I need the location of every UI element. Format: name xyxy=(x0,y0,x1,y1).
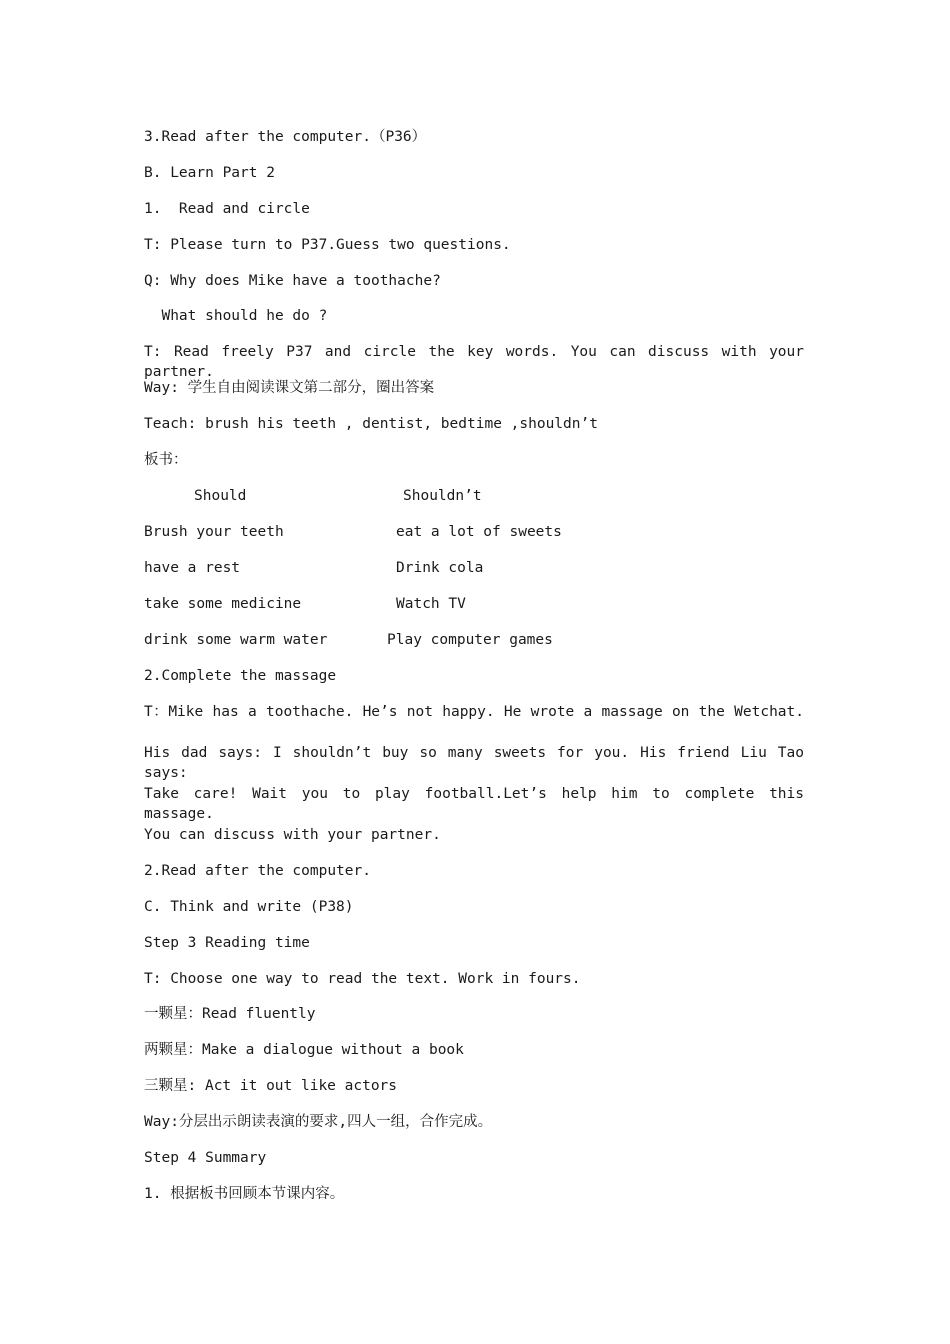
board-should-item: take some medicine xyxy=(144,596,302,612)
board-should-item: Brush your teeth xyxy=(144,524,284,540)
text-line: What should he do ? xyxy=(144,308,328,324)
text-line: Take care! Wait you to play football.Let’s help him to complete this massage. xyxy=(144,786,804,822)
text-line: You can discuss with your partner. xyxy=(144,827,441,843)
text-line: Way: 学生自由阅读课文第二部分，圈出答案 xyxy=(144,380,435,396)
text-line: Way:分层出示朗读表演的要求,四人一组，合作完成。 xyxy=(144,1114,493,1130)
text-line: T：Mike has a toothache. He’s not happy. He wrote a massage on the Wetchat. xyxy=(144,704,804,720)
text-line: Teach: brush his teeth , dentist, bedtime ,shouldn’t xyxy=(144,416,598,432)
section-heading: B. Learn Part 2 xyxy=(144,165,275,181)
text-line: 2.Read after the computer. xyxy=(144,863,371,879)
text-line: Q: Why does Mike have a toothache? xyxy=(144,273,441,289)
text-line: 三颗星: Act it out like actors xyxy=(144,1078,398,1094)
text-line: 3.Read after the computer.（P36） xyxy=(144,129,427,145)
board-should-item: drink some warm water xyxy=(144,632,328,648)
section-heading: Step 4 Summary xyxy=(144,1150,267,1166)
board-header-should: Should xyxy=(194,488,247,504)
text-line: 1. 根据板书回顾本节课内容。 xyxy=(144,1186,345,1202)
board-shouldnt-item: eat a lot of sweets xyxy=(396,524,562,540)
text-line: 一颗星：Read fluently xyxy=(144,1006,316,1022)
section-heading: C. Think and write (P38) xyxy=(144,899,354,915)
board-header-shouldnt: Shouldn’t xyxy=(403,488,482,504)
board-shouldnt-item: Play computer games xyxy=(387,632,553,648)
board-shouldnt-item: Watch TV xyxy=(396,596,466,612)
text-line: 1. Read and circle xyxy=(144,201,310,217)
board-should-item: have a rest xyxy=(144,560,241,576)
text-line: 两颗星：Make a dialogue without a book xyxy=(144,1042,464,1058)
board-shouldnt-item: Drink cola xyxy=(396,560,484,576)
board-label: 板书： xyxy=(144,452,188,468)
text-line: 2.Complete the massage xyxy=(144,668,337,684)
text-line: T: Please turn to P37.Guess two questions. xyxy=(144,237,511,253)
section-heading: Step 3 Reading time xyxy=(144,935,310,951)
text-line: T: Choose one way to read the text. Work in fours. xyxy=(144,971,581,987)
text-line: T: Read freely P37 and circle the key words. You can discuss with your partner. xyxy=(144,344,804,380)
text-line: His dad says: I shouldn’t buy so many sweets for you. His friend Liu Tao says: xyxy=(144,745,804,781)
